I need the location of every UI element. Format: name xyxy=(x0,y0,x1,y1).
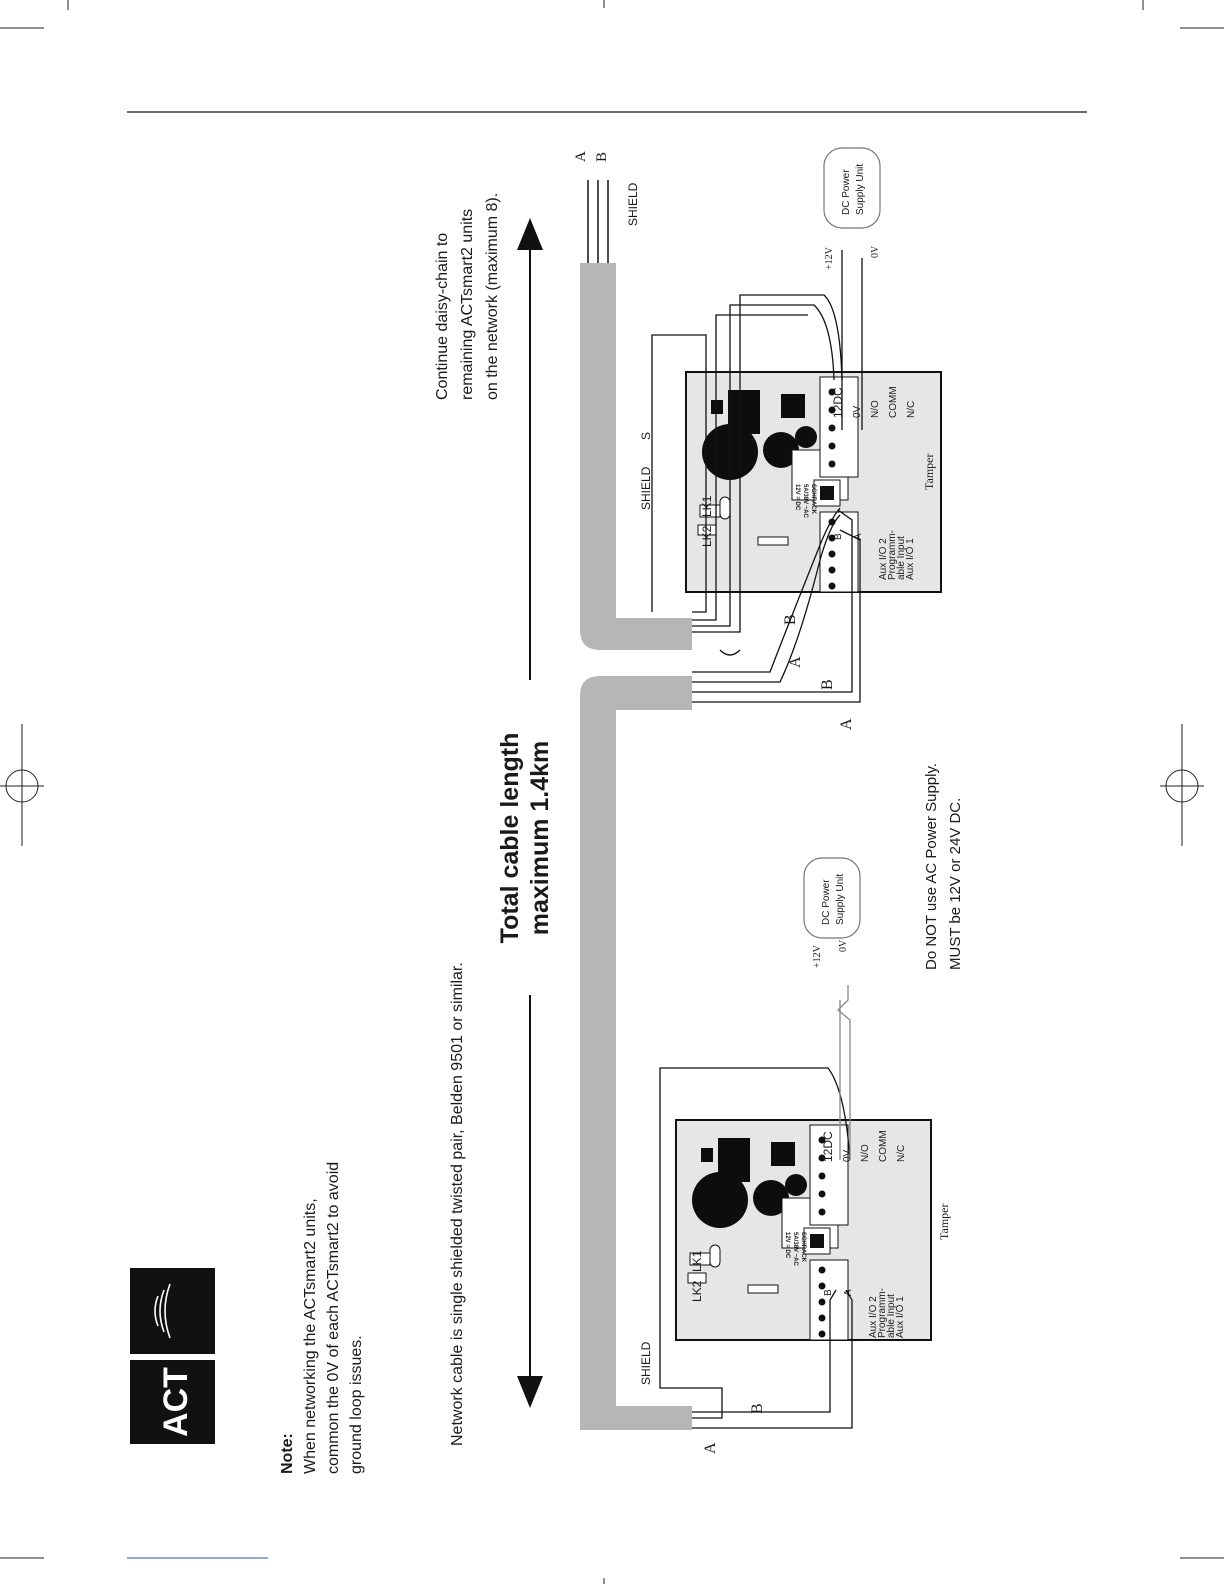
tail-label-b: B xyxy=(594,151,610,162)
svg-text:Tamper: Tamper xyxy=(937,1203,951,1240)
svg-text:Supply Unit: Supply Unit xyxy=(835,873,846,925)
svg-text:Supply Unit: Supply Unit xyxy=(855,163,866,215)
svg-text:A: A xyxy=(843,1289,854,1296)
svg-text:LK2: LK2 xyxy=(690,1280,704,1302)
svg-text:Do NOT use AC Power Supply.: Do NOT use AC Power Supply. xyxy=(923,762,940,970)
svg-text:maximum 1.4km: maximum 1.4km xyxy=(526,740,554,936)
svg-text:B: B xyxy=(749,1403,766,1414)
svg-text:Aux I/O 1: Aux I/O 1 xyxy=(895,1296,906,1338)
svg-text:N/C: N/C xyxy=(906,400,917,418)
svg-text:0V: 0V xyxy=(842,1149,853,1162)
svg-text:12V = DC: 12V = DC xyxy=(784,1232,790,1259)
power-supply-lower xyxy=(804,858,860,938)
svg-text:on the network (maximum 8).: on the network (maximum 8). xyxy=(484,192,501,400)
cable-note: Network cable is single shielded twisted pair, Belden 9501 or similar. xyxy=(449,962,466,1446)
svg-text:ACT: ACT xyxy=(157,1367,195,1437)
svg-text:LK1: LK1 xyxy=(700,495,714,517)
note-line-1: When networking the ACTsmart2 units, xyxy=(302,1198,319,1474)
svg-text:A: A xyxy=(787,656,804,668)
svg-text:Total cable length: Total cable length xyxy=(496,732,524,944)
logo-waves-icon xyxy=(130,1268,215,1354)
power-warning xyxy=(923,763,964,970)
svg-text:LK2: LK2 xyxy=(700,525,714,547)
svg-text:Aux I/O 2: Aux I/O 2 xyxy=(868,1296,879,1338)
note-line-2: common the 0V of each ACTsmart2 to avoid xyxy=(325,1161,342,1474)
svg-text:B: B xyxy=(819,679,836,690)
svg-text:able Input: able Input xyxy=(896,536,907,580)
note-title: Note: xyxy=(279,1433,296,1474)
controller-board-lower xyxy=(639,1120,951,1385)
svg-text:12DC: 12DC xyxy=(831,387,845,418)
svg-text:Aux I/O 1: Aux I/O 1 xyxy=(905,538,916,580)
svg-text:B: B xyxy=(782,614,799,625)
svg-text:0V: 0V xyxy=(870,245,881,258)
svg-text:Tamper: Tamper xyxy=(922,453,936,490)
svg-text:COMM: COMM xyxy=(878,1130,889,1162)
svg-text:Programm-: Programm- xyxy=(887,529,898,580)
svg-text:LK1: LK1 xyxy=(690,1250,704,1272)
svg-text:+12V: +12V xyxy=(824,247,835,270)
svg-text:MUST be 12V or 24V DC.: MUST be 12V or 24V DC. xyxy=(947,797,964,970)
cable-tail xyxy=(588,180,608,263)
cable-length-label xyxy=(496,733,554,944)
svg-text:Aux I/O 2: Aux I/O 2 xyxy=(878,538,889,580)
svg-text:0V: 0V xyxy=(838,939,849,952)
svg-text:DC Power: DC Power xyxy=(841,169,852,215)
tail-label-a: A xyxy=(573,151,589,162)
svg-text:12DC: 12DC xyxy=(821,1131,835,1162)
controller-board-upper xyxy=(639,372,941,592)
power-supply-upper xyxy=(824,148,880,228)
svg-text:5A/38V ~AC: 5A/38V ~AC xyxy=(802,484,808,518)
svg-text:remaining ACTsmart2 units: remaining ACTsmart2 units xyxy=(459,208,476,400)
svg-text:SCHRACK: SCHRACK xyxy=(800,1232,806,1262)
svg-text:N/O: N/O xyxy=(860,1144,871,1162)
svg-text:+12V: +12V xyxy=(812,945,823,968)
svg-text:A: A xyxy=(702,1442,719,1454)
svg-text:DC Power: DC Power xyxy=(821,879,832,925)
svg-text:SHIELD: SHIELD xyxy=(639,1341,653,1385)
svg-text:SCHRACK: SCHRACK xyxy=(810,484,816,514)
svg-text:A: A xyxy=(853,533,864,540)
svg-text:N/O: N/O xyxy=(870,400,881,418)
svg-text:A: A xyxy=(838,718,855,730)
svg-text:SHIELD: SHIELD xyxy=(639,466,653,510)
svg-text:5A/38V ~AC: 5A/38V ~AC xyxy=(792,1232,798,1266)
svg-text:12V = DC: 12V = DC xyxy=(794,484,800,511)
svg-text:B: B xyxy=(823,1289,834,1296)
note-line-3: ground loop issues. xyxy=(348,1335,365,1474)
svg-text:S: S xyxy=(639,431,653,440)
svg-text:N/C: N/C xyxy=(896,1144,907,1162)
svg-text:COMM: COMM xyxy=(888,386,899,418)
note-block xyxy=(279,1162,365,1474)
act-logo xyxy=(130,1268,215,1444)
svg-text:B: B xyxy=(833,533,844,540)
svg-text:Continue daisy-chain to: Continue daisy-chain to xyxy=(434,232,451,400)
tail-label-shield: SHIELD xyxy=(626,182,640,226)
svg-text:able Input: able Input xyxy=(886,1294,897,1338)
svg-text:0V: 0V xyxy=(852,405,863,418)
svg-text:Programm-: Programm- xyxy=(877,1287,888,1338)
continue-note xyxy=(434,193,501,400)
